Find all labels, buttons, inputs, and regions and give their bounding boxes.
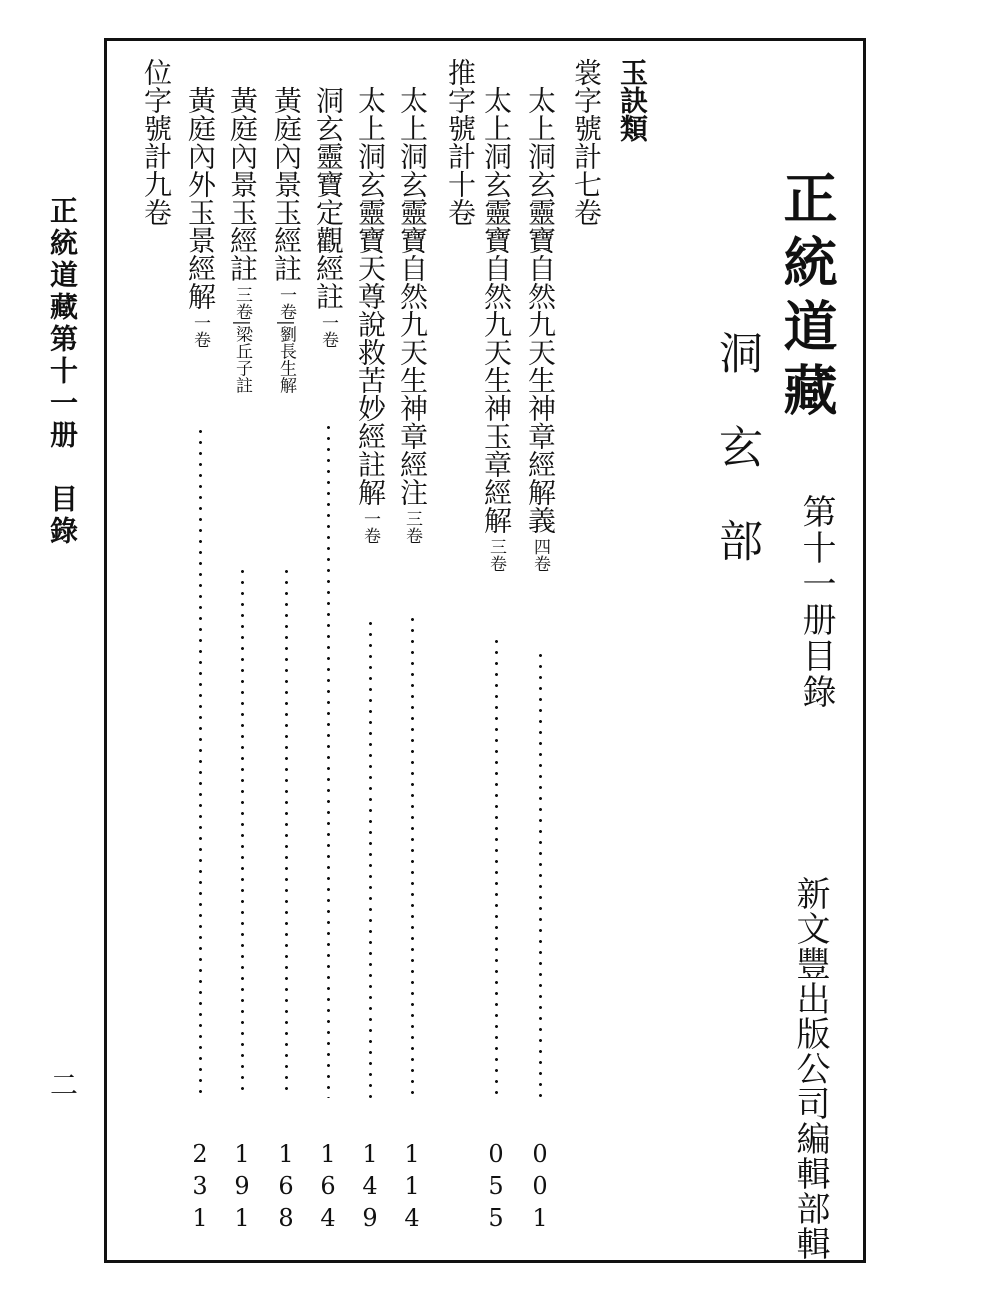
publisher-credit: 新文豐出版公司編輯部輯 (790, 876, 830, 1261)
toc-entry[interactable] (224, 58, 260, 1248)
group-header-column (568, 58, 604, 1248)
entry-page-number: 1 1 4 (404, 1140, 420, 1232)
margin-title: 正統道藏第十一册 目錄 (46, 196, 79, 548)
department-title: 洞玄部 (711, 330, 762, 612)
dot-leader (241, 566, 244, 1098)
margin-page-number: 二 (46, 1070, 79, 1098)
entry-title: 太上洞玄靈寶自然九天生神章經解義 (524, 86, 557, 534)
entry-title: 太上洞玄靈寶自然九天生神玉章經解 (480, 86, 513, 534)
toc-entry[interactable] (310, 58, 346, 1248)
category-column (614, 58, 650, 1248)
toc-entry[interactable] (394, 58, 430, 1248)
entry-note: 一卷 (318, 314, 338, 348)
entry-title: 黃庭內景玉經註 (226, 86, 259, 282)
entry-note: 一卷 (360, 510, 380, 544)
entry-note: 四卷 (530, 538, 550, 572)
group-header-column (442, 58, 478, 1248)
entry-page-number: 0 5 5 (488, 1140, 504, 1232)
dot-leader (199, 426, 202, 1098)
toc-entry[interactable] (478, 58, 514, 1248)
entry-note: 一卷 (190, 314, 210, 348)
dot-leader (327, 422, 330, 1098)
group-header: 位字號計九卷 (140, 58, 173, 226)
dot-leader (495, 636, 498, 1098)
dot-leader (539, 650, 542, 1098)
entry-page-number: 2 3 1 (192, 1140, 208, 1232)
entry-note: 三卷 (402, 510, 422, 544)
entry-title: 太上洞玄靈寶自然九天生神章經注 (396, 86, 429, 506)
entry-title: 太上洞玄靈寶天尊說救苦妙經註解 (354, 86, 387, 506)
entry-page-number: 1 4 9 (362, 1140, 378, 1232)
category-label: 玉訣類 (616, 58, 649, 142)
dot-leader (411, 614, 414, 1098)
entry-note: 三卷|梁丘子註 (232, 286, 252, 394)
toc-entry[interactable] (352, 58, 388, 1248)
entry-title: 洞玄靈寶定觀經註 (312, 86, 345, 310)
dot-leader (369, 618, 372, 1098)
group-header: 推字號計十卷 (444, 58, 477, 226)
entry-page-number: 1 6 8 (278, 1140, 294, 1232)
toc-entry[interactable] (522, 58, 558, 1248)
toc-entry[interactable] (182, 58, 218, 1248)
entry-page-number: 1 9 1 (234, 1140, 250, 1232)
group-header: 裳字號計七卷 (570, 58, 603, 226)
toc-entry[interactable] (268, 58, 304, 1248)
entry-note: 三卷 (486, 538, 506, 572)
volume-title: 正統道藏 (775, 170, 839, 426)
group-header-column (138, 58, 174, 1248)
volume-subtitle: 第十一册目錄 (796, 494, 836, 710)
entry-page-number: 0 0 1 (532, 1140, 548, 1232)
dot-leader (285, 566, 288, 1098)
entry-title: 黃庭內景玉經註 (270, 86, 303, 282)
entry-title: 黃庭內外玉景經解 (184, 86, 217, 310)
entry-note: 一卷|劉長生解 (276, 286, 296, 394)
entry-page-number: 1 6 4 (320, 1140, 336, 1232)
